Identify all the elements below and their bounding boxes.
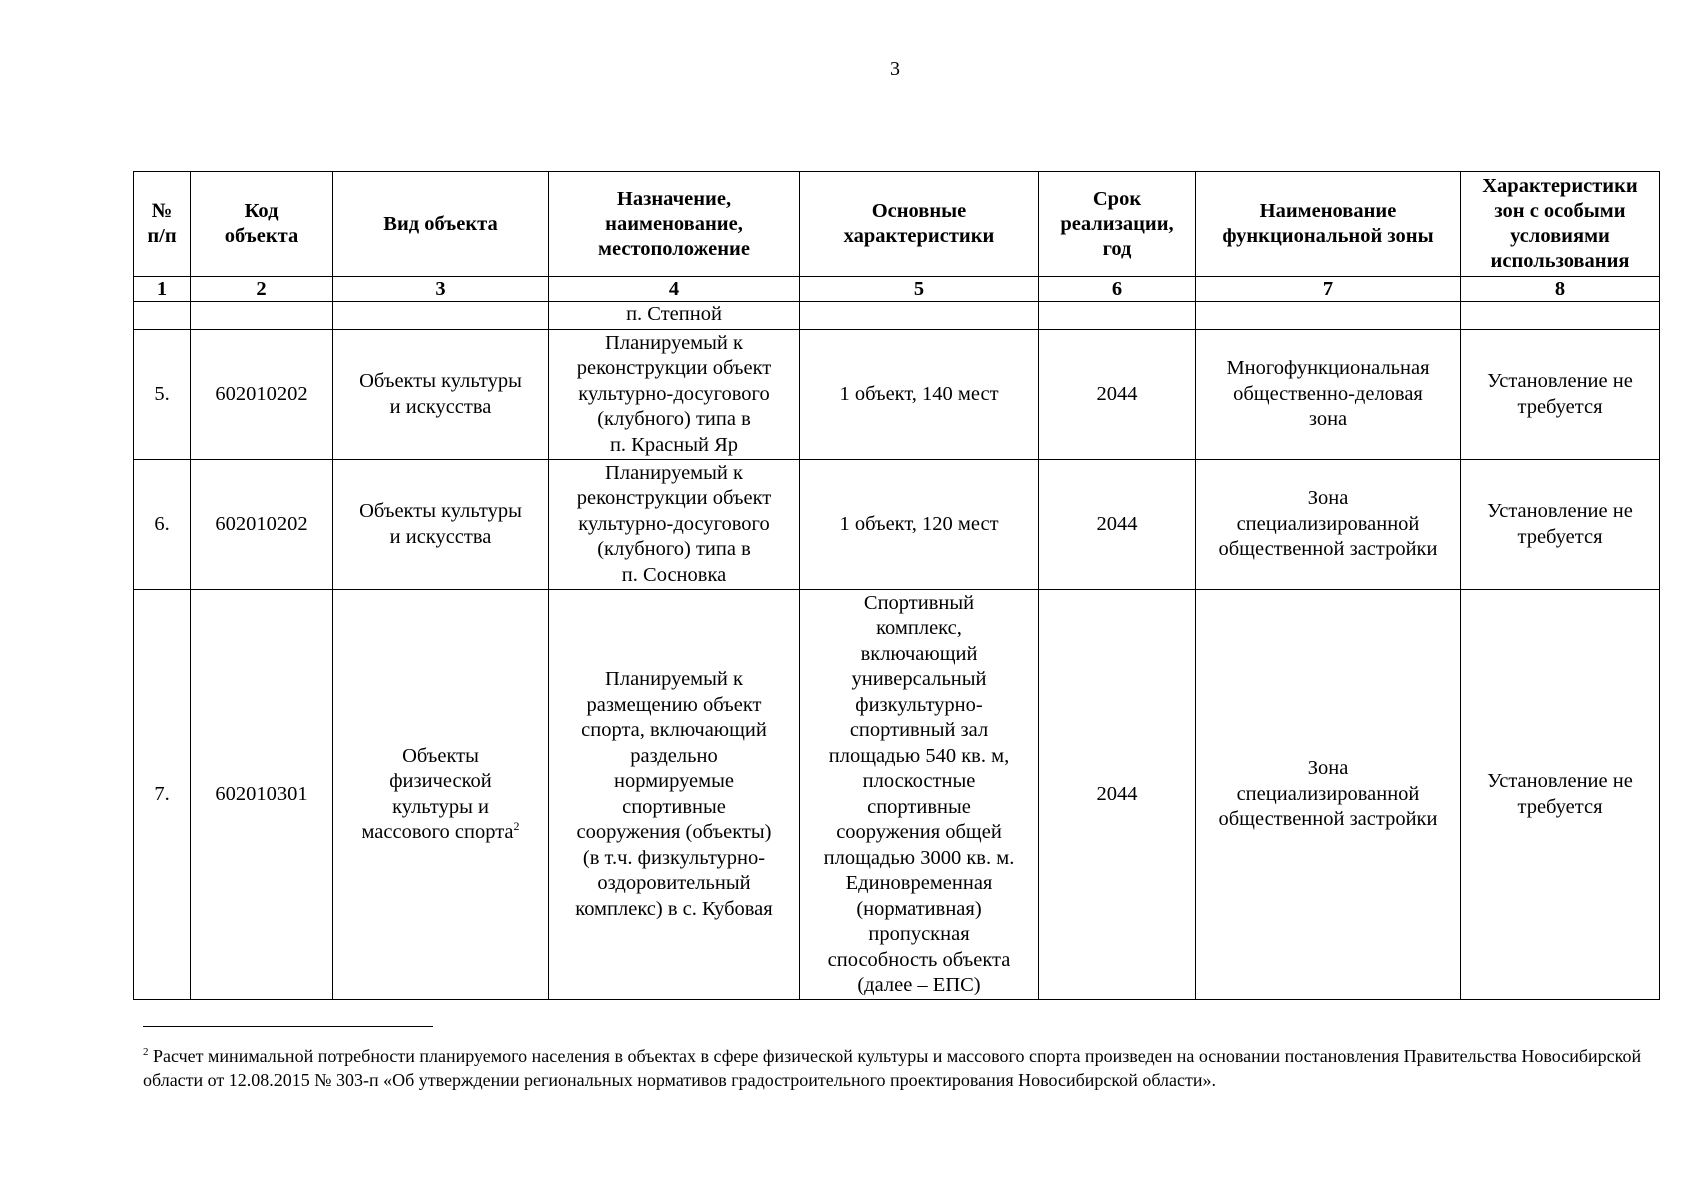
header-code: Код объекта — [191, 172, 333, 277]
object-type: Объекты культуры и искусства — [333, 330, 549, 460]
table-cell — [800, 302, 1039, 330]
table-cell — [1196, 302, 1461, 330]
table-header-row — [134, 172, 1660, 277]
continuation-row — [134, 302, 1660, 330]
column-number: 1 — [134, 277, 191, 302]
object-year: 2044 — [1039, 330, 1196, 460]
objects-table — [133, 171, 1660, 1000]
footnote-reference: 2 — [513, 819, 520, 834]
header-zone: Наименование функциональной зоны — [1196, 172, 1461, 277]
functional-zone: Зона специализированной общественной застройки — [1196, 460, 1461, 590]
header-characteristics: Основные характеристики — [800, 172, 1039, 277]
table-cell — [134, 302, 191, 330]
footnote-mark: 2 — [143, 1046, 149, 1058]
functional-zone: Зона специализированной общественной застройки — [1196, 590, 1461, 1000]
column-number: 6 — [1039, 277, 1196, 302]
object-characteristics: 1 объект, 140 мест — [800, 330, 1039, 460]
column-number: 5 — [800, 277, 1039, 302]
continuation-location: п. Степной — [549, 302, 800, 330]
table-cell — [1039, 302, 1196, 330]
header-num: № п/п — [134, 172, 191, 277]
header-special: Характеристики зон с особыми условиями использования — [1461, 172, 1660, 277]
row-number: 7. — [134, 590, 191, 1000]
column-number: 3 — [333, 277, 549, 302]
object-year: 2044 — [1039, 460, 1196, 590]
row-number: 6. — [134, 460, 191, 590]
footnote-text: Расчет минимальной потребности планируемого населения в объектах в сфере физической культуры и массового спорта произведен на основании постановления Правительства Новосибирской области от 12.08.2015 № 303-п «Об утверждении региональных нормативов градостроительного проектирования Новосибирской области». — [143, 1046, 1642, 1090]
table-row — [134, 460, 1660, 590]
special-conditions: Установление не требуется — [1461, 460, 1660, 590]
special-conditions: Установление не требуется — [1461, 590, 1660, 1000]
footnote-separator — [143, 1026, 433, 1027]
column-number: 8 — [1461, 277, 1660, 302]
table-cell — [191, 302, 333, 330]
object-type: Объекты культуры и искусства — [333, 460, 549, 590]
table-cell — [1461, 302, 1660, 330]
object-code: 602010202 — [191, 330, 333, 460]
column-number: 2 — [191, 277, 333, 302]
page-number: 3 — [890, 58, 900, 80]
object-characteristics: 1 объект, 120 мест — [800, 460, 1039, 590]
special-conditions: Установление не требуется — [1461, 330, 1660, 460]
column-number: 7 — [1196, 277, 1461, 302]
object-code: 602010301 — [191, 590, 333, 1000]
object-type-cell — [333, 590, 549, 1000]
table-row — [134, 590, 1660, 1000]
header-type: Вид объекта — [333, 172, 549, 277]
object-purpose: Планируемый к реконструкции объект культурно-досугового (клубного) типа в п. Сосновка — [549, 460, 800, 590]
functional-zone: Многофункциональная общественно-деловая зона — [1196, 330, 1461, 460]
column-number-row — [134, 277, 1660, 302]
table-row — [134, 330, 1660, 460]
row-number: 5. — [134, 330, 191, 460]
object-code: 602010202 — [191, 460, 333, 590]
header-year: Срок реализации, год — [1039, 172, 1196, 277]
object-type: Объекты физической культуры и массового спорта — [361, 744, 514, 843]
table-cell — [333, 302, 549, 330]
object-purpose: Планируемый к размещению объект спорта, включающий раздельно нормируемые спортивные сооружения (объекты) (в т.ч. физкультурно- оздоровительный комплекс) в с. Кубовая — [549, 590, 800, 1000]
object-purpose: Планируемый к реконструкции объект культурно-досугового (клубного) типа в п. Красный Яр — [549, 330, 800, 460]
footnote — [143, 1044, 1663, 1092]
object-characteristics: Спортивный комплекс, включающий универсальный физкультурно- спортивный зал площадью 540 кв. м, плоскостные спортивные сооружения общей площадью 3000 кв. м. Единовременная (нормативная) пропускная способность объекта (далее – ЕПС) — [800, 590, 1039, 1000]
column-number: 4 — [549, 277, 800, 302]
header-purpose: Назначение, наименование, местоположение — [549, 172, 800, 277]
object-year: 2044 — [1039, 590, 1196, 1000]
